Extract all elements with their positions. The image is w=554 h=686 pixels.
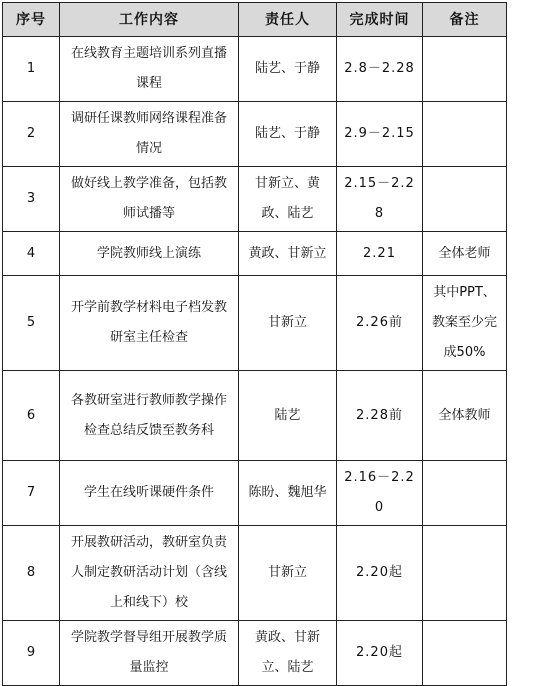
table-row (3, 621, 507, 686)
cell-no: 8 (3, 526, 60, 621)
cell-task: 学院教师线上演练 (60, 232, 239, 276)
cell-time: 2.21 (337, 232, 423, 276)
cell-no: 1 (3, 37, 60, 102)
cell-owner: 甘新立 (239, 276, 337, 371)
cell-no: 2 (3, 102, 60, 167)
cell-note (423, 37, 507, 102)
cell-task: 各教研室进行教师教学操作检查总结反馈至教务科 (60, 371, 239, 461)
cell-task: 调研任课教师网络课程准备情况 (60, 102, 239, 167)
schedule-table-wrapper (2, 2, 507, 686)
cell-owner: 陆艺 (239, 371, 337, 461)
cell-time: 2.26前 (337, 276, 423, 371)
cell-task: 学生在线听课硬件条件 (60, 461, 239, 526)
table-row (3, 276, 507, 371)
cell-time: 2.9－2.15 (337, 102, 423, 167)
table-row (3, 232, 507, 276)
cell-note (423, 102, 507, 167)
cell-task: 开学前教学材料电子档发教研室主任检查 (60, 276, 239, 371)
cell-time: 2.20起 (337, 621, 423, 686)
cell-note: 其中PPT、教案至少完成50% (423, 276, 507, 371)
cell-no: 6 (3, 371, 60, 461)
cell-owner: 甘新立、黄政、陆艺 (239, 167, 337, 232)
table-row (3, 37, 507, 102)
cell-task: 在线教育主题培训系列直播课程 (60, 37, 239, 102)
table-row (3, 167, 507, 232)
cell-note (423, 461, 507, 526)
header-task: 工作内容 (60, 3, 239, 37)
cell-no: 7 (3, 461, 60, 526)
table-row (3, 461, 507, 526)
cell-no: 3 (3, 167, 60, 232)
header-owner: 责任人 (239, 3, 337, 37)
cell-time: 2.8－2.28 (337, 37, 423, 102)
cell-owner: 黄政、甘新立 (239, 232, 337, 276)
cell-no: 4 (3, 232, 60, 276)
header-note: 备注 (423, 3, 507, 37)
work-schedule-table (2, 2, 507, 686)
cell-owner: 陈盼、魏旭华 (239, 461, 337, 526)
cell-note (423, 167, 507, 232)
cell-note (423, 526, 507, 621)
table-row (3, 102, 507, 167)
cell-time: 2.20起 (337, 526, 423, 621)
header-time: 完成时间 (337, 3, 423, 37)
cell-no: 9 (3, 621, 60, 686)
table-row (3, 371, 507, 461)
cell-owner: 陆艺、于静 (239, 102, 337, 167)
cell-note (423, 621, 507, 686)
cell-note: 全体老师 (423, 232, 507, 276)
cell-task: 学院教学督导组开展教学质量监控 (60, 621, 239, 686)
cell-time: 2.28前 (337, 371, 423, 461)
cell-task: 开展教研活动，教研室负责人制定教研活动计划（含线上和线下）校 (60, 526, 239, 621)
table-row (3, 526, 507, 621)
cell-no: 5 (3, 276, 60, 371)
cell-time: 2.16－2.20 (337, 461, 423, 526)
header-no: 序号 (3, 3, 60, 37)
cell-owner: 黄政、甘新立、陆艺 (239, 621, 337, 686)
table-header-row (3, 3, 507, 37)
cell-owner: 甘新立 (239, 526, 337, 621)
cell-note: 全体教师 (423, 371, 507, 461)
cell-owner: 陆艺、于静 (239, 37, 337, 102)
cell-task: 做好线上教学准备，包括教师试播等 (60, 167, 239, 232)
cell-time: 2.15－2.28 (337, 167, 423, 232)
